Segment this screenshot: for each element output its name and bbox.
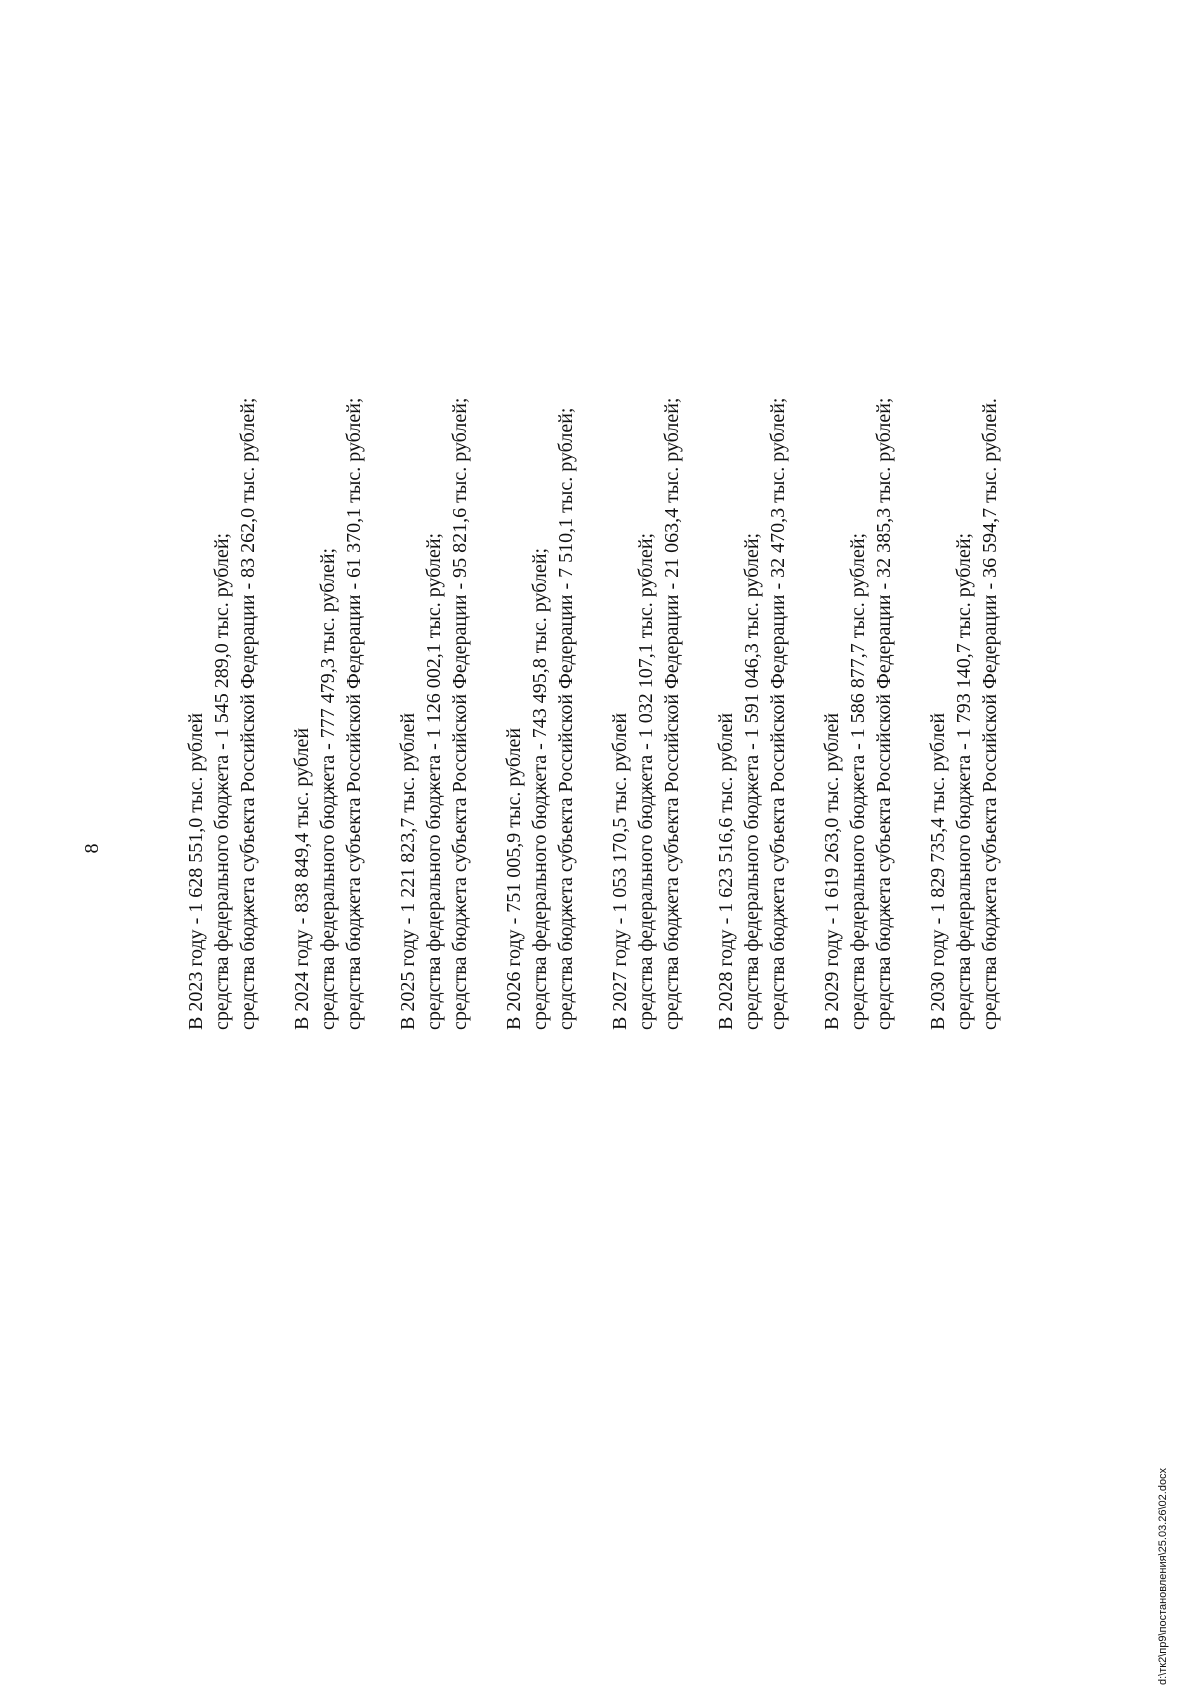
federal-budget-line: средства федерального бюджета - 777 479,3 тыс. рублей; xyxy=(317,547,339,1030)
federal-budget-line: средства федерального бюджета - 1 032 107,1 тыс. рублей; xyxy=(635,532,657,1030)
year-total-heading: В 2027 году - 1 053 170,5 тыс. рублей xyxy=(609,712,631,1030)
regional-budget-line: средства бюджета субъекта Российской Федерации - 32 470,3 тыс. рублей; xyxy=(767,397,789,1030)
regional-budget-line: средства бюджета субъекта Российской Федерации - 95 821,6 тыс. рублей; xyxy=(449,397,471,1030)
year-total-heading: В 2030 году - 1 829 735,4 тыс. рублей xyxy=(927,712,949,1030)
year-total-heading: В 2029 году - 1 619 263,0 тыс. рублей xyxy=(821,712,843,1030)
regional-budget-line: средства бюджета субъекта Российской Федерации - 61 370,1 тыс. рублей; xyxy=(343,397,365,1030)
federal-budget-line: средства федерального бюджета - 1 586 877,7 тыс. рублей; xyxy=(847,532,869,1030)
regional-budget-line: средства бюджета субъекта Российской Федерации - 21 063,4 тыс. рублей; xyxy=(661,397,683,1030)
regional-budget-line: средства бюджета субъекта Российской Федерации - 83 262,0 тыс. рублей; xyxy=(237,397,259,1030)
year-total-heading: В 2028 году - 1 623 516,6 тыс. рублей xyxy=(715,712,737,1030)
regional-budget-line: средства бюджета субъекта Российской Федерации - 7 510,1 тыс. рублей; xyxy=(555,407,577,1030)
year-block-2029 xyxy=(819,30,925,1030)
page-number: 8 xyxy=(81,843,103,854)
year-block-2023 xyxy=(183,30,289,1030)
year-total-heading: В 2026 году - 751 005,9 тыс. рублей xyxy=(503,727,525,1030)
year-total-heading: В 2023 году - 1 628 551,0 тыс. рублей xyxy=(185,712,207,1030)
year-block-2030 xyxy=(925,30,1031,1030)
regional-budget-line: средства бюджета субъекта Российской Федерации - 32 385,3 тыс. рублей; xyxy=(873,397,895,1030)
federal-budget-line: средства федерального бюджета - 1 126 002,1 тыс. рублей; xyxy=(423,532,445,1030)
year-total-heading: В 2025 году - 1 221 823,7 тыс. рублей xyxy=(397,712,419,1030)
year-block-2027 xyxy=(607,30,713,1030)
federal-budget-line: средства федерального бюджета - 1 591 046,3 тыс. рублей; xyxy=(741,532,763,1030)
year-block-2024 xyxy=(289,30,395,1030)
year-block-2025 xyxy=(395,30,501,1030)
funding-by-year-list xyxy=(183,30,1031,1030)
document-file-path-footer: d:\тк2\пр9\постановления\25.03.26\02.docx xyxy=(1157,1467,1169,1685)
federal-budget-line: средства федерального бюджета - 1 793 140,7 тыс. рублей; xyxy=(953,532,975,1030)
year-block-2028 xyxy=(713,30,819,1030)
year-block-2026 xyxy=(501,30,607,1030)
regional-budget-line: средства бюджета субъекта Российской Федерации - 36 594,7 тыс. рублей. xyxy=(979,398,1001,1030)
federal-budget-line: средства федерального бюджета - 1 545 289,0 тыс. рублей; xyxy=(211,532,233,1030)
year-total-heading: В 2024 году - 838 849,4 тыс. рублей xyxy=(291,727,313,1030)
federal-budget-line: средства федерального бюджета - 743 495,8 тыс. рублей; xyxy=(529,547,551,1030)
